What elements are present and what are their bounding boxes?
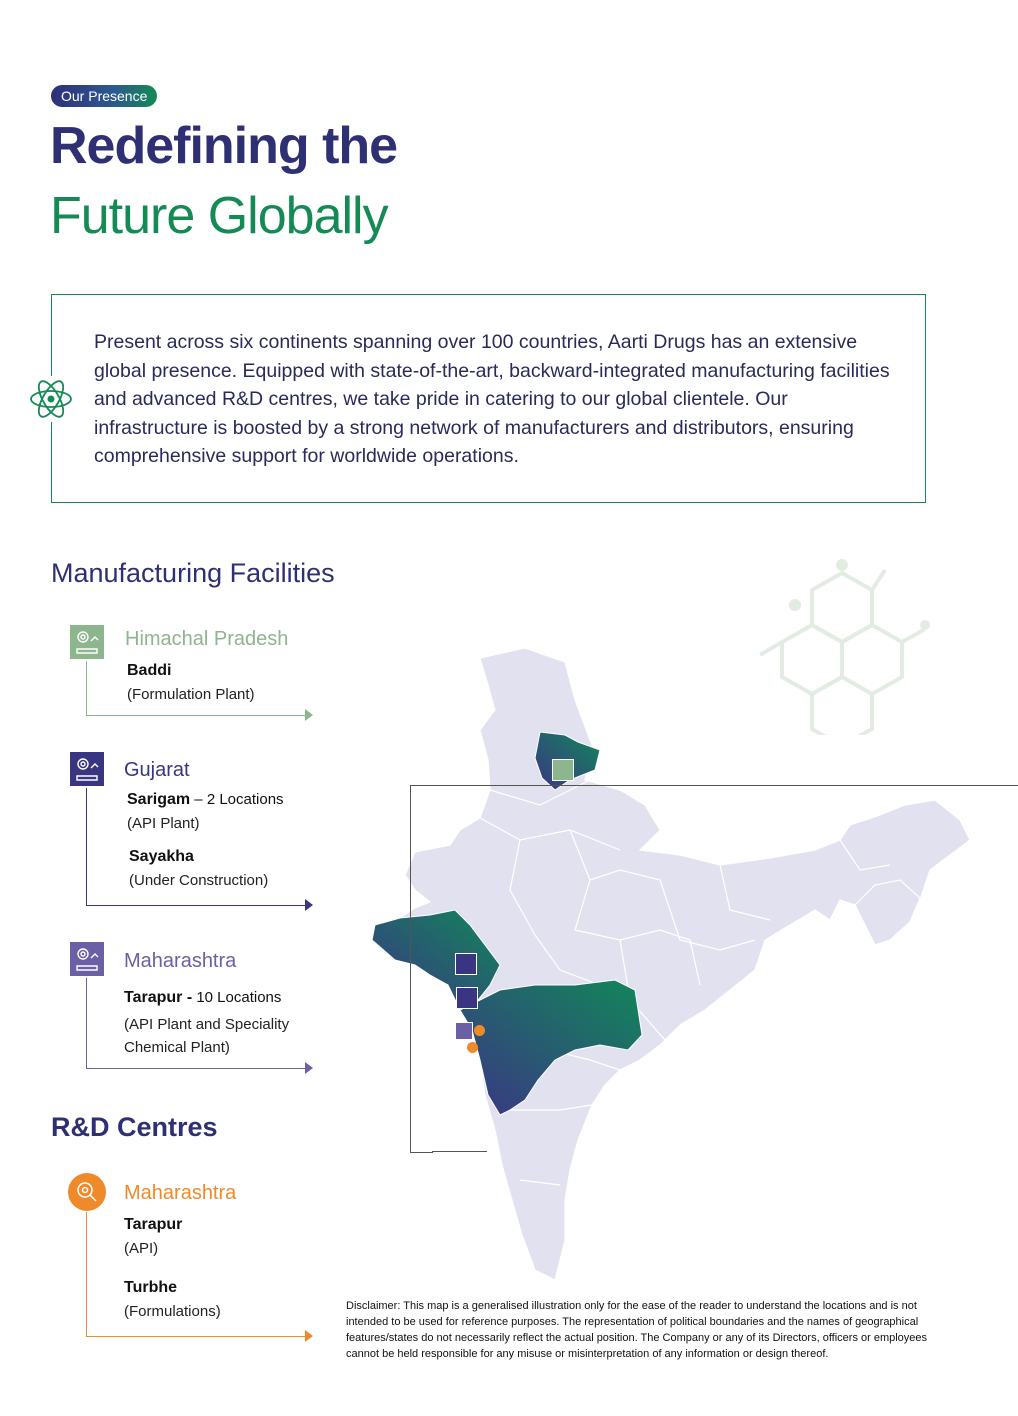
- site-type: (API Plant): [127, 815, 200, 832]
- site-type: (API Plant and Speciality Chemical Plant): [124, 1016, 290, 1056]
- map-bracket-top: [432, 785, 1018, 786]
- site-name: Sarigam – 2 Locations: [127, 791, 284, 808]
- site-name: Turbhe: [124, 1279, 178, 1296]
- arrow-head: [305, 1330, 313, 1342]
- state-maharashtra: Maharashtra: [124, 950, 237, 972]
- rnd-heading: R&D Centres: [51, 1112, 218, 1142]
- manufacturing-heading: Manufacturing Facilities: [51, 558, 335, 588]
- site-type: (Formulations): [124, 1303, 221, 1320]
- intro-text: Present across six continents spanning over 100 countries, Aarti Drugs has an extensive global presence. Equipped with state-of-the-art, backward-integrated manufacturing facilities and advanced R&D centres, we take pride in catering to our global clientele. Our infrastructure is boosted by a strong network of manufacturers and distributors, ensuring comprehensive support for worldwide operations.: [94, 331, 890, 468]
- site-name: Tarapur - 10 Locations: [124, 989, 282, 1006]
- site-type: (API): [124, 1240, 159, 1257]
- disclaimer: Disclaimer: This map is a generalised illustration only for the ease of the reader to understand the locations and is not intended to be used for reference purposes. The representation of political boundaries and the names of geographical features/states do not necessarily reflect the actual position. The Company or any of its Directors, officers or employees cannot be held responsible for any misuse or misinterpretation of any information or design thereof.: [346, 1300, 928, 1360]
- india-map: [360, 640, 980, 1290]
- factory-icon-sarigam: [456, 987, 478, 1009]
- arrow-head: [305, 1062, 313, 1074]
- factory-icon: [70, 625, 104, 659]
- site-type: (Under Construction): [129, 872, 269, 889]
- state-himachal: Himachal Pradesh: [125, 628, 289, 650]
- factory-icon-tarapur: [455, 1022, 473, 1040]
- factory-icon: [70, 942, 104, 976]
- page-title-line1: Redefining the: [50, 117, 398, 175]
- state-gujarat: Gujarat: [124, 759, 190, 781]
- site-name: Sayakha: [129, 848, 194, 865]
- section-badge: Our Presence: [51, 85, 157, 107]
- page-title-line2: Future Globally: [50, 187, 388, 245]
- factory-icon-himachal: [552, 759, 574, 781]
- arrow-head: [305, 709, 313, 721]
- site-name: Tarapur: [124, 1216, 183, 1233]
- rnd-icon-tarapur: [474, 1025, 485, 1036]
- factory-icon-gujarat: [455, 953, 477, 975]
- rnd-icon-turbhe: [467, 1042, 478, 1053]
- map-bracket-bottom: [432, 1151, 487, 1152]
- rnd-icon: [68, 1173, 106, 1211]
- map-bracket: [410, 785, 433, 1153]
- state-rnd-maharashtra: Maharashtra: [124, 1182, 237, 1204]
- factory-icon: [70, 752, 104, 786]
- arrow-head: [305, 899, 313, 911]
- site-name: Baddi: [127, 662, 172, 679]
- atom-icon: [28, 376, 74, 422]
- site-type: (Formulation Plant): [127, 686, 255, 703]
